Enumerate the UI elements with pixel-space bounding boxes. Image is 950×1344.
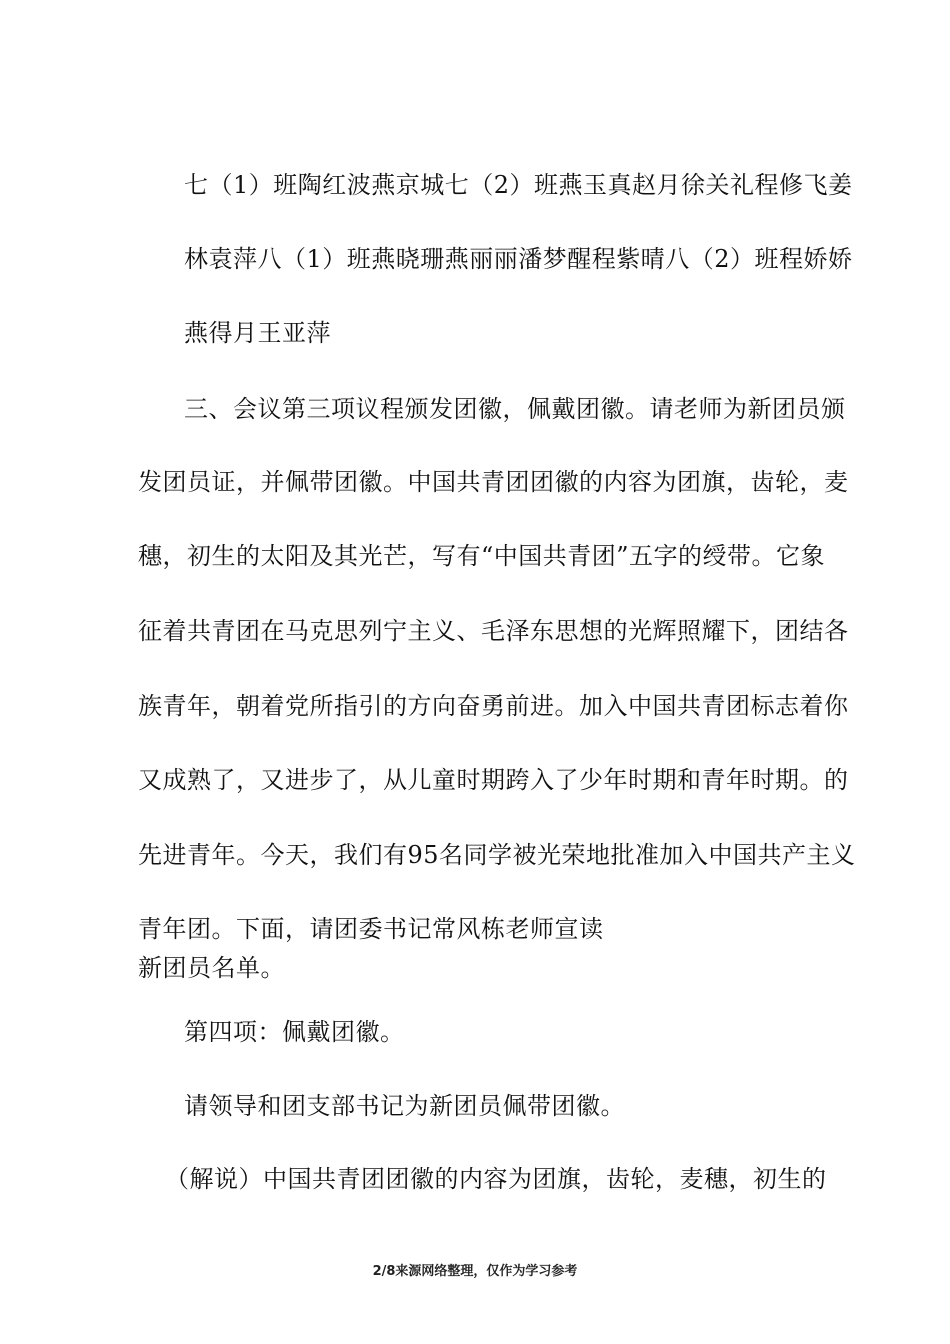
text-line: 又成熟了，又进步了，从儿童时期跨入了少年时期和青年时期。的 xyxy=(138,766,849,794)
text-line: 先进青年。今天，我们有95名同学被光荣地批准加入中国共产主义 xyxy=(138,841,856,869)
text-line: 三、会议第三项议程颁发团徽，佩戴团徽。请老师为新团员颁 xyxy=(184,395,846,423)
page-footer: 2/8来源网络整理，仅作为学习参考 xyxy=(372,1264,578,1279)
text-line: 林袁萍八（1）班燕晓珊燕丽丽潘梦醒程紫晴八（2）班程娇娇 xyxy=(184,245,853,273)
text-line: 七（1）班陶红波燕京城七（2）班燕玉真赵月徐关礼程修飞姜 xyxy=(184,171,853,199)
text-line: （解说）中国共青团团徽的内容为团旗，齿轮，麦穗，初生的 xyxy=(165,1165,827,1193)
text-line: 发团员证，并佩带团徽。中国共青团团徽的内容为团旗，齿轮，麦 xyxy=(138,468,849,496)
text-line: 穗，初生的太阳及其光芒，写有“中国共青团”五字的绶带。它象 xyxy=(138,542,826,570)
text-line: 新团员名单。 xyxy=(138,954,285,982)
text-line: 青年团。下面，请团委书记常风栋老师宣读 xyxy=(138,915,604,943)
text-line: 请领导和团支部书记为新团员佩带团徽。 xyxy=(184,1092,625,1120)
text-line: 燕得月王亚萍 xyxy=(184,319,331,347)
text-line: 族青年，朝着党所指引的方向奋勇前进。加入中国共青团标志着你 xyxy=(138,692,849,720)
text-line: 第四项：佩戴团徽。 xyxy=(184,1018,405,1046)
text-line: 征着共青团在马克思列宁主义、毛泽东思想的光辉照耀下，团结各 xyxy=(138,617,849,645)
